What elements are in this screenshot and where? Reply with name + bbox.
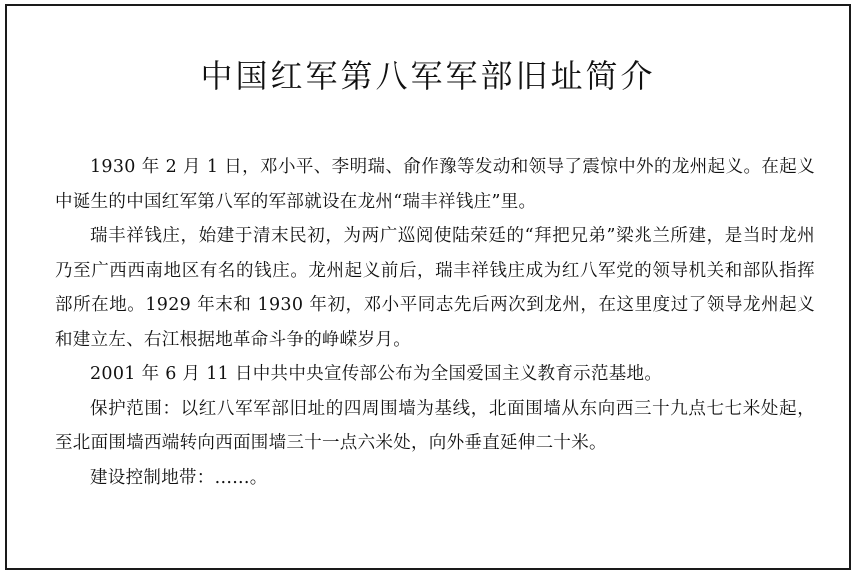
- paragraph-construction-control: 建设控制地带：......。: [90, 467, 268, 488]
- document-frame: [5, 4, 851, 570]
- paragraph-protection-scope: 保护范围：以红八军军部旧址的四周围墙为基线，北面围墙从东向西三十九点七七米处起，至北面围墙西端转向西面围墙三十一点六米处，向外垂直延伸二十米。: [55, 398, 815, 453]
- paragraph-education-base: 2001 年 6 月 11 日中共中央宣传部公布为全国爱国主义教育示范基地。: [90, 364, 663, 384]
- paragraph-ruifengxiang-bank: 瑞丰祥钱庄，始建于清末民初，为两广巡阅使陆荣廷的“拜把兄弟”梁兆兰所建，是当时龙州乃至广西西南地区有名的钱庄。龙州起义前后，瑞丰祥钱庄成为红八军党的领导机关和部队指挥部所在地。1929 年末和 1930 年初，邓小平同志先后两次到龙州，在这里度过了领导龙州起义和建立左、右江根据地革命斗争的峥嵘岁月。: [55, 226, 815, 350]
- document-title: 中国红军第八军军部旧址简介: [200, 57, 656, 95]
- document-body: [55, 150, 815, 495]
- paragraph-longzhou-uprising: 1930 年 2 月 1 日，邓小平、李明瑞、俞作豫等发动和领导了震惊中外的龙州起义。在起义中诞生的中国红军第八军的军部就设在龙州“瑞丰祥钱庄”里。: [55, 157, 815, 212]
